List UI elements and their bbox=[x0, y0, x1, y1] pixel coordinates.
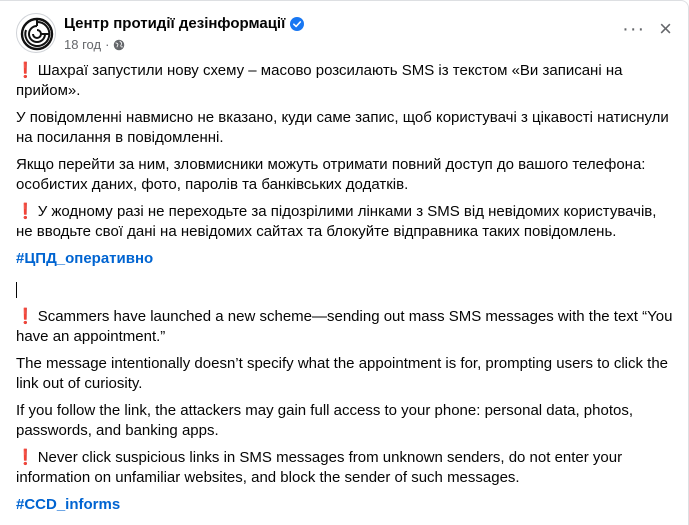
post-header bbox=[16, 13, 672, 57]
verified-badge-icon bbox=[290, 17, 304, 31]
post-timestamp[interactable]: 18 год bbox=[64, 37, 102, 52]
meta-separator: · bbox=[105, 37, 110, 52]
post-paragraph: ❗ Шахраї запустили нову схему – масово розсилають SMS із текстом «Ви записані на прийом». bbox=[16, 62, 623, 99]
exclamation-icon: ❗ bbox=[16, 62, 35, 79]
page-name[interactable]: Центр протидії дезінформації bbox=[64, 15, 286, 32]
hashtag-paragraph bbox=[16, 249, 674, 269]
post-paragraph: The message intentionally doesn’t specify what the appointment is for, prompting users to click the link out of curiosity. bbox=[16, 355, 669, 392]
globe-icon bbox=[113, 39, 125, 51]
post-paragraph: ❗ Scammers have launched a new scheme—sending out mass SMS messages with the text “You have an appointment.” bbox=[16, 308, 673, 345]
post-paragraph: If you follow the link, the attackers may gain full access to your phone: personal data, photos, passwords, and banking apps. bbox=[16, 402, 634, 439]
page-avatar[interactable] bbox=[16, 13, 56, 53]
post-body bbox=[16, 61, 674, 522]
post-paragraph: Якщо перейти за ним, зловмисники можуть отримати повний доступ до вашого телефона: особистих даних, фото, паролів та банківських додатків. bbox=[16, 156, 646, 193]
maze-logo-icon bbox=[17, 14, 56, 53]
hashtag-paragraph bbox=[16, 495, 674, 515]
exclamation-icon: ❗ bbox=[16, 203, 35, 220]
close-button[interactable]: × bbox=[659, 16, 672, 41]
text-cursor bbox=[16, 279, 674, 299]
hashtag-link[interactable]: #CCD_informs bbox=[16, 496, 121, 513]
exclamation-icon: ❗ bbox=[16, 449, 35, 466]
post-paragraph: ❗ У жодному разі не переходьте за підозрілими лінками з SMS від невідомих користувачів, не вводьте свої дані на невідомих сайтах та блокуйте відправника таких повідомлень. bbox=[16, 203, 657, 240]
more-options-button[interactable]: ··· bbox=[622, 18, 646, 40]
post-paragraph: У повідомленні навмисно не вказано, куди саме запис, щоб користувачі з цікавості натиснули на посилання в повідомленні. bbox=[16, 109, 669, 146]
hashtag-link[interactable]: #ЦПД_оперативно bbox=[16, 250, 154, 267]
header-actions bbox=[622, 16, 672, 41]
page-name-row bbox=[64, 15, 304, 32]
post-paragraph: ❗ Never click suspicious links in SMS messages from unknown senders, do not enter your information on unfamiliar websites, and block the sender of such messages. bbox=[16, 449, 623, 486]
exclamation-icon: ❗ bbox=[16, 308, 35, 325]
post-meta bbox=[64, 37, 125, 52]
